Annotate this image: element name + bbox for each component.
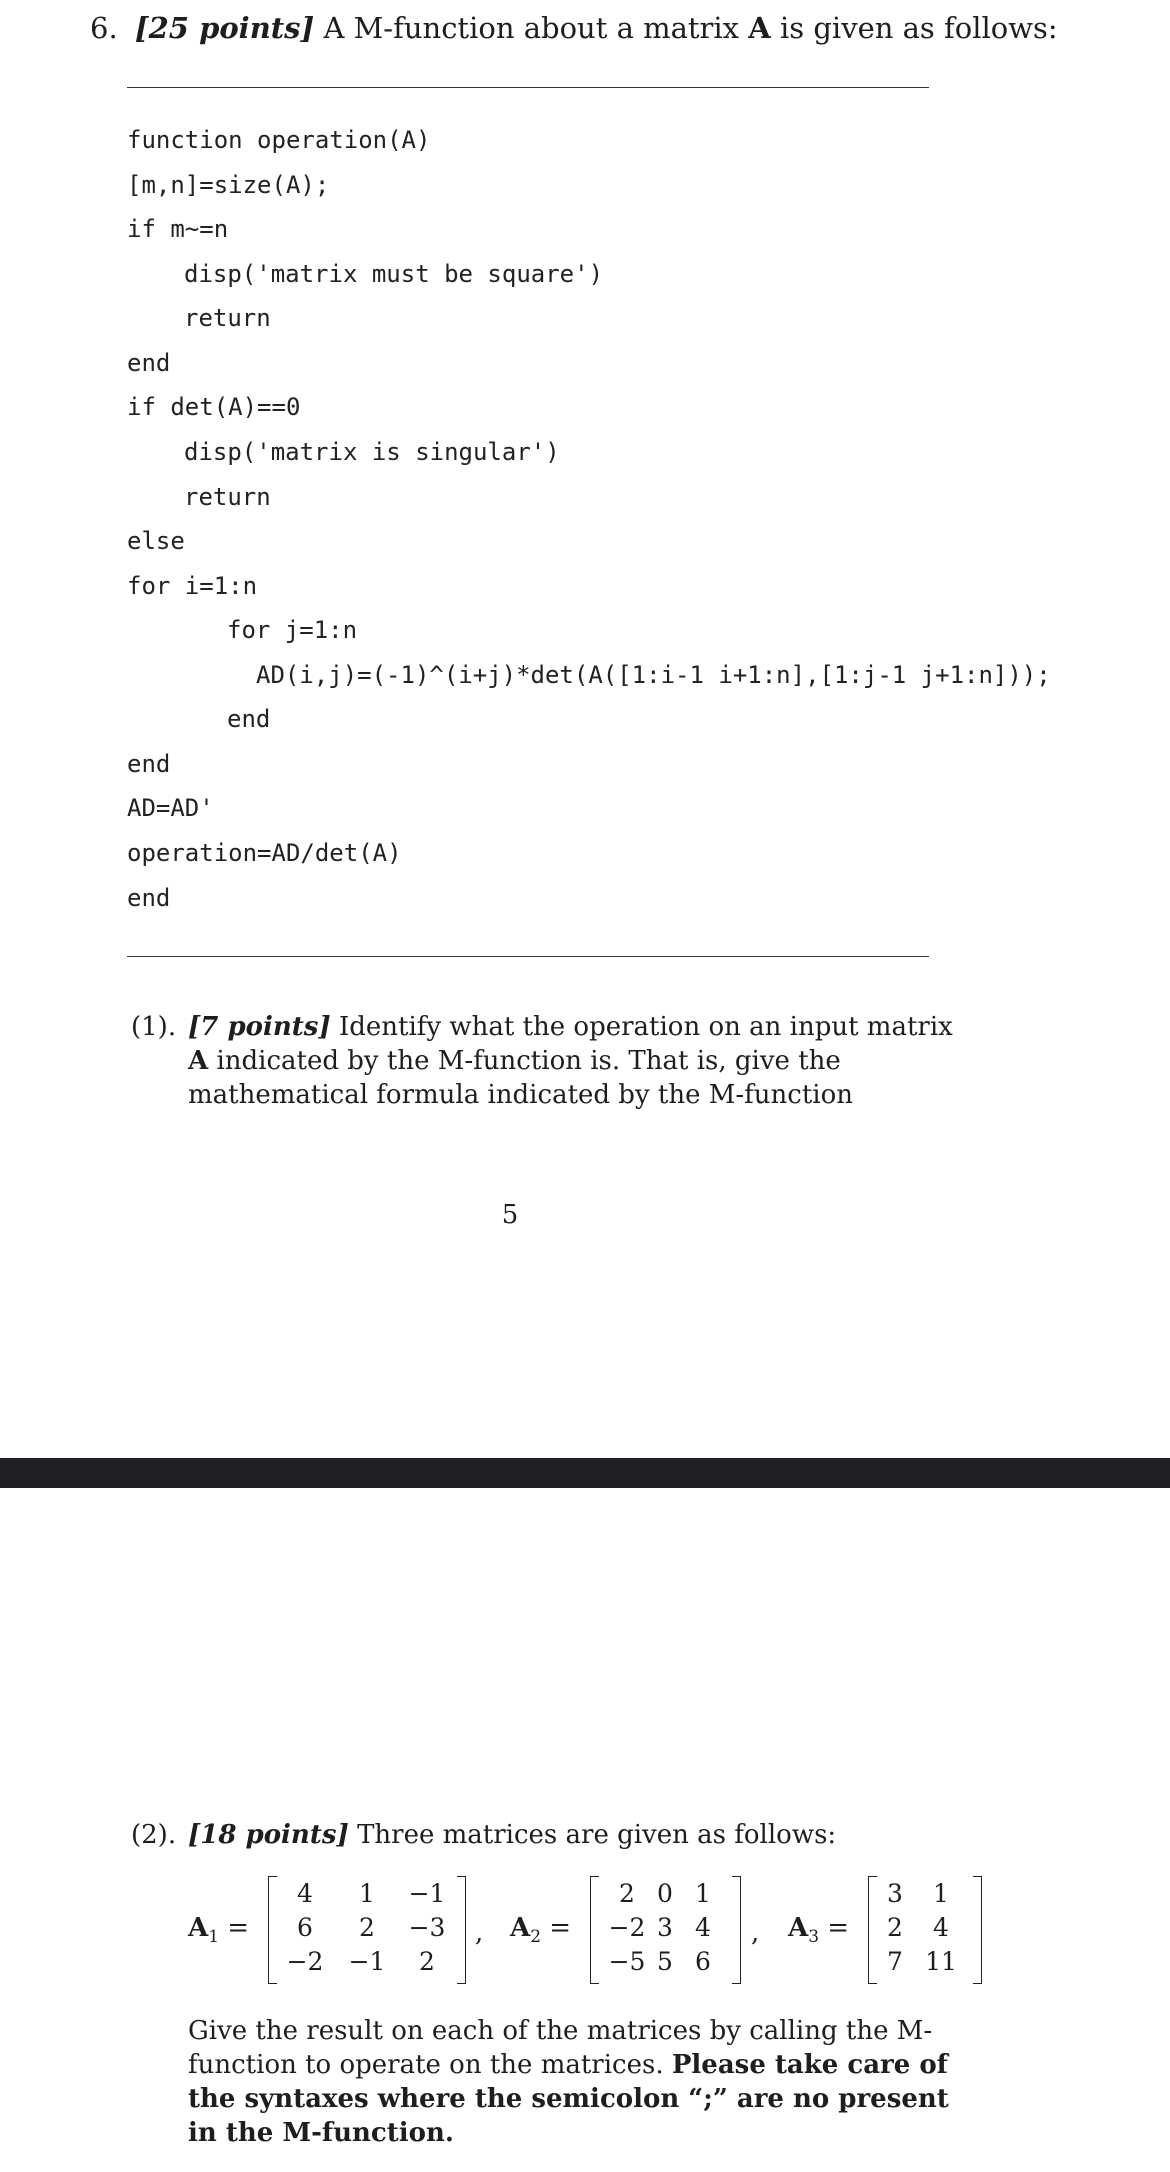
part1-matrix-symbol: A: [188, 1046, 209, 1076]
code-line: AD(i,j)=(-1)^(i+j)*det(A([1:i-1 i+1:n],[1:j-1 j+1:n]));: [256, 661, 1051, 689]
problem-text-before: A M-function about a matrix: [323, 11, 740, 45]
matrix-a2-cell: 4: [695, 1913, 711, 1942]
matrix-a1-left-bracket: [268, 1876, 277, 1984]
matrix-a2-cell: −5: [608, 1947, 646, 1976]
problem-number: 6.: [90, 11, 118, 45]
code-line: if det(A)==0: [127, 393, 301, 421]
code-line: return: [184, 483, 271, 511]
matrix-a2-label: $A_2$ =: [510, 1913, 572, 1948]
part1-points: [7 points]: [188, 1012, 331, 1042]
code-line: else: [127, 527, 185, 555]
matrix-a3-cell: 4: [933, 1913, 949, 1942]
matrix-a3-right-bracket: [973, 1876, 982, 1984]
matrix-a2-cell: −2: [608, 1913, 646, 1942]
matrix-a1-cell: 1: [359, 1879, 375, 1908]
code-line: disp('matrix must be square'): [184, 260, 604, 288]
matrix-a2-cell: 5: [657, 1947, 673, 1976]
code-line: AD=AD': [127, 794, 214, 822]
code-top-rule: [127, 87, 929, 88]
matrix-a1-cell: −2: [286, 1947, 324, 1976]
code-bottom-rule: [127, 956, 929, 957]
code-line: end: [227, 705, 271, 733]
code-line: end: [127, 349, 171, 377]
code-line: [m,n]=size(A);: [127, 171, 330, 199]
instruction-normal: Give the result on each of the matrices by calling the M-function to operate on the matrices.: [188, 2016, 933, 2080]
matrix-a1-cell: 2: [419, 1947, 435, 1976]
problem-matrix-symbol: A: [748, 11, 771, 45]
part1-number: (1).: [131, 1012, 177, 1042]
instruction-paragraph: [188, 2014, 970, 2150]
matrix-equations: [188, 1868, 1008, 1988]
page-number: 5: [501, 1200, 519, 1230]
matrix-a3-cell: 7: [887, 1947, 903, 1976]
matrix-a3-label: $A_3$ =: [788, 1913, 850, 1948]
part2-number: (2).: [131, 1820, 177, 1850]
matrix-a1-label: $A_1$ =: [188, 1913, 250, 1948]
code-line: end: [127, 750, 171, 778]
code-line: disp('matrix is singular'): [184, 438, 560, 466]
matrix-a2-left-bracket: [590, 1876, 599, 1984]
part1-text-b: indicated by the M-function is. That is, give the mathematical formula indicated by the M-function: [188, 1046, 853, 1110]
matrix-a2-cell: 1: [695, 1879, 711, 1908]
code-line: function operation(A): [127, 126, 431, 154]
problem-heading: [90, 8, 1058, 48]
code-line: return: [184, 304, 271, 332]
matrix-a3-cell: 3: [887, 1879, 903, 1908]
matrix-a1-cell: −3: [408, 1913, 446, 1942]
matrix-a1-cell: 6: [297, 1913, 313, 1942]
matrix-separator: ,: [475, 1918, 484, 1948]
matrix-a2-cell: 6: [695, 1947, 711, 1976]
part2-points: [18 points]: [188, 1820, 349, 1850]
part2-intro: Three matrices are given as follows:: [357, 1820, 837, 1850]
matrix-a1-cell: −1: [348, 1947, 386, 1976]
matrix-a3-cell: 11: [925, 1947, 957, 1976]
problem-points: [25 points]: [134, 11, 315, 45]
matrix-a1-cell: 2: [359, 1913, 375, 1942]
code-line: operation=AD/det(A): [127, 839, 402, 867]
code-line: end: [127, 884, 171, 912]
instruction-bold: Please take care of the syntaxes where the semicolon “;” are no present in the M-function.: [188, 2050, 949, 2148]
code-line: for i=1:n: [127, 572, 258, 600]
matrix-a1-right-bracket: [457, 1876, 466, 1984]
problem-text-after: is given as follows:: [779, 11, 1058, 45]
matrix-separator: ,: [751, 1918, 760, 1948]
part1-text: [188, 1010, 968, 1112]
matrix-a2-cell: 0: [657, 1879, 673, 1908]
matrix-a3-cell: 1: [933, 1879, 949, 1908]
code-line: for j=1:n: [227, 616, 358, 644]
code-line: if m~=n: [127, 215, 229, 243]
matrix-a1-cell: 4: [297, 1879, 313, 1908]
part2-text: [188, 1818, 968, 1852]
matrix-a3-cell: 2: [887, 1913, 903, 1942]
matrix-a2-right-bracket: [732, 1876, 741, 1984]
matrix-a2-cell: 3: [657, 1913, 673, 1942]
page-divider-bar: [0, 1458, 1170, 1488]
part1-text-a: Identify what the operation on an input matrix: [338, 1012, 953, 1042]
matrix-a2-cell: 2: [619, 1879, 635, 1908]
matrix-a1-cell: −1: [408, 1879, 446, 1908]
